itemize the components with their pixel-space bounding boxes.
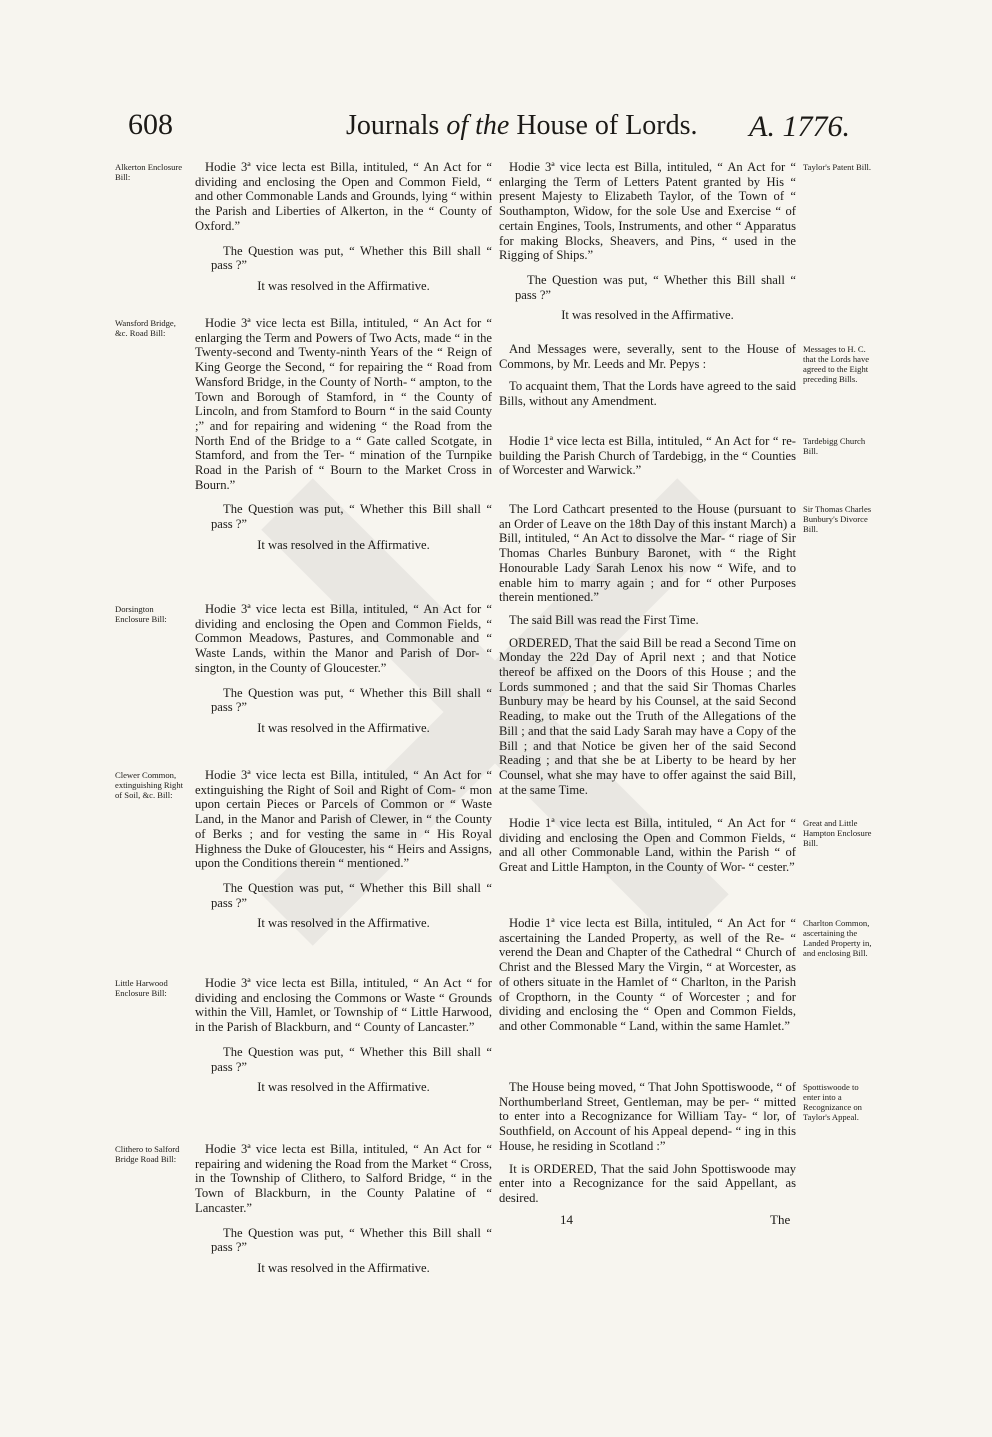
- margin-note: Spottiswoode to enter into a Recognizance on Taylor's Appeal.: [803, 1082, 862, 1122]
- margin-note: Clewer Common, extinguishing Right of Soil, &c. Bill:: [115, 770, 184, 800]
- entry-question: The Question was put, “ Whether this Bill shall “ pass ?”: [211, 243, 492, 273]
- entry-body: Hodie 3ª vice lecta est Billa, intituled, “ An Act for “ extinguishing the Right of Soil and Right of Com- “ mon upon certain Pieces or Parcels of Common or “ Waste Land, in the Manor and Parish of Clewer, in “ the County of Berks ; and for vesting the same in “ His Royal Highness the Duke of Gloucester, his “ Heirs and Assigns, upon the Conditions therein “ mentioned.”: [195, 768, 492, 871]
- title-house-of-lords: House of Lords.: [516, 110, 698, 141]
- entry-body: And Messages were, severally, sent to the House of Commons, by Mr. Leeds and Mr. Pepys :: [499, 342, 796, 371]
- entry-result: It was resolved in the Affirmative.: [257, 720, 430, 735]
- entry-result: It was resolved in the Affirmative.: [561, 308, 734, 323]
- catchword: The: [770, 1212, 791, 1227]
- left-column: [115, 160, 492, 1276]
- page-number: 608: [128, 108, 173, 141]
- entry-tardebigg: [499, 434, 866, 492]
- entry-clithero: [115, 1142, 492, 1276]
- entry-result: It was resolved in the Affirmative.: [257, 1260, 430, 1275]
- title-of-the: of the: [446, 110, 510, 141]
- entry-body: Hodie 1ª vice lecta est Billa, intituled, “ An Act for “ ascertaining the Landed Property, as well of the Re- “ verend the Dean and Chapter of the Cathedral “ Church of Christ and the Blessed Mary the Virgin, “ at Worcester, as of others situate in the Hamlet of “ Charlton, in the Parish of Cropthorn, in the County “ of Worcester ; and for dividing and enclosing the “ Open and Common Fields, and other Commonable “ Land, within the same Hamlet.”: [499, 916, 796, 1033]
- entry-little-harwood: [115, 976, 492, 1126]
- margin-note: Dorsington Enclosure Bill:: [115, 604, 167, 624]
- margin-note: Wansford Bridge, &c. Road Bill:: [115, 318, 176, 338]
- entry-body: The Lord Cathcart presented to the House (pursuant to an Order of Leave on the 18th Day of this instant March) a Bill, intituled, “ An Act to dissolve the Mar- “ riage of Sir Thomas Charles Bunbury Baronet, with “ the Right Honourable Lady Sarah Lenox his now “ Wife, and to enable him to marry again ; and for “ other Purposes therein mentioned.”: [499, 502, 796, 605]
- entry-bunbury-divorce: [499, 502, 872, 802]
- entry-dorsington: [115, 602, 492, 752]
- entry-question: The Question was put, “ Whether this Bill shall “ pass ?”: [211, 880, 492, 910]
- entry-order: ORDERED, That the said Bill be read a Second Time on Monday the 22d Day of April next ; and that Notice thereof be affixed on the Doors of this House ; and the Lords summoned ; and that the said Sir Thomas Charles Bunbury may be heard by his Counsel, at the said Second Reading, to make out the Truth of the Allegations of the Bill ; and that the said Lady Sarah may have a Copy of the Bill ; and that Notice be given her of the said Second Reading ; and that she be at Liberty to be heard by her Counsel, what she may have to offer against the said Bill, at the same Time.: [499, 635, 796, 797]
- entry-taylor-patent: [499, 160, 872, 328]
- entry-body: Hodie 3ª vice lecta est Billa, intituled, “ An Act for “ repairing and widening the Road from the Market “ Cross, in the Township of Clithero, to Salford Bridge, “ in the Town of Blackburn, in the County Palatine of “ Lancaster.”: [195, 1142, 492, 1215]
- entry-extra: To acquaint them, That the Lords have agreed to the said Bills, without any Amendment.: [499, 379, 796, 409]
- margin-note: Sir Thomas Charles Bunbury's Divorce Bill.: [803, 504, 872, 534]
- entry-question: The Question was put, “ Whether this Bill shall “ pass ?”: [211, 1044, 492, 1074]
- entry-result: It was resolved in the Affirmative.: [257, 537, 430, 552]
- margin-note: Great and Little Hampton Enclosure Bill.: [803, 818, 872, 848]
- title-journals: Journals: [346, 110, 440, 141]
- margin-note: Messages to H. C. that the Lords have agreed to the Eight preceding Bills.: [803, 344, 870, 384]
- entry-body: Hodie 3ª vice lecta est Billa, intituled, “ An Act for “ enlarging the Term and Powers of Two Acts, made “ in the Twenty-second and Twenty-ninth Years of the “ Reign of King George the Second, “ for repairing the “ Road from Wansford Bridge, in the County of North- “ ampton, to the Town and Borough of Stamford, in “ the County of Lincoln, and from Stamford to Bourn “ in the said County ;” and for repairing and widening “ the Road from the North End of the Bridge to a “ Gate called Scotgate, in Stamford, and from the Ter- “ mination of the Turnpike Road in the Parish of “ Bourn to the Market Cross in Bourn.”: [195, 316, 492, 492]
- year: A. 1776.: [749, 110, 850, 143]
- entry-result: It was resolved in the Affirmative.: [257, 278, 430, 293]
- entry-body: The House being moved, “ That John Spottiswoode, “ of Northumberland Street, Gentleman, may be per- “ mitted to enter into a Recognizance for William Tay- “ lor, of Southfield, on Account of his Appeal depend- “ ing in this House, he residing in Scotland :”: [499, 1080, 796, 1153]
- entry-charlton: [499, 916, 872, 1066]
- entry-question: The Question was put, “ Whether this Bill shall “ pass ?”: [211, 1225, 492, 1255]
- entry-clewer: [115, 768, 492, 960]
- entry-body: Hodie 3ª vice lecta est Billa, intituled, “ An Act for “ dividing and enclosing the Open and Common Fields, “ Common Meadows, Pastures, and Commonable and “ Waste Lands, within the Manor and Parish of Dor- “ sington, in the County of Gloucester.”: [195, 602, 492, 675]
- right-column: [499, 160, 872, 1206]
- entry-question: The Question was put, “ Whether this Bill shall “ pass ?”: [515, 272, 796, 302]
- entry-body: Hodie 1ª vice lecta est Billa, intituled, “ An Act for “ re-building the Parish Church of Tardebigg, in the “ Counties of Worcester and Warwick.”: [499, 434, 796, 478]
- signature-mark: 14: [560, 1212, 573, 1227]
- entry-body: Hodie 3ª vice lecta est Billa, intituled, “ An Act for “ dividing and enclosing the Open and Common Field, “ and other Commonable Lands and Grounds, lying “ within the Parish and Liberties of Alkerton, in the “ County of Oxford.”: [195, 160, 492, 233]
- entry-question: The Question was put, “ Whether this Bill shall “ pass ?”: [211, 685, 492, 715]
- entry-hampton: [499, 816, 872, 900]
- entry-body: Hodie 3ª vice lecta est Billa, intituled, “ An Act “ for dividing and enclosing the Commons or Waste “ Grounds within the Vill, Hamlet, or Township of “ Little Harwood, in the Parish of Blackburn, and “ County of Lancaster.”: [195, 976, 492, 1035]
- margin-note: Charlton Common, ascertaining the Landed Property in, and enclosing Bill.: [803, 918, 872, 958]
- entry-spottiswoode: [499, 1080, 862, 1206]
- running-title: [346, 110, 698, 142]
- entry-order: It is ORDERED, That the said John Spottiswoode may enter into a Recognizance for the said Appellant, as desired.: [499, 1161, 796, 1205]
- margin-note: Clithero to Salford Bridge Road Bill:: [115, 1144, 180, 1164]
- entry-extra: The said Bill was read the First Time.: [509, 612, 699, 627]
- entry-messages: [499, 342, 870, 424]
- entry-result: It was resolved in the Affirmative.: [257, 916, 430, 931]
- entry-question: The Question was put, “ Whether this Bill shall “ pass ?”: [211, 502, 492, 532]
- margin-note: Little Harwood Enclosure Bill:: [115, 978, 168, 998]
- margin-note: Tardebigg Church Bill.: [803, 436, 866, 456]
- entry-alkerton: [115, 160, 492, 300]
- entry-wansford: [115, 316, 492, 586]
- entry-result: It was resolved in the Affirmative.: [257, 1080, 430, 1095]
- margin-note: Alkerton Enclosure Bill:: [115, 162, 183, 182]
- entry-body: Hodie 3ª vice lecta est Billa, intituled, “ An Act for “ enlarging the Term of Letters Patent granted by His “ present Majesty to Elizabeth Taylor, of the Town of “ Southampton, Widow, for the sole Use and Exercise “ of certain Engines, Tools, Instruments, and other “ Apparatus for making Blocks, Sheavers, and Pins, “ used in the Rigging of Ships.”: [499, 160, 796, 263]
- page-header: [128, 108, 848, 152]
- entry-body: Hodie 1ª vice lecta est Billa, intituled, “ An Act for “ dividing and enclosing the Open and Common Fields, “ and all other Commonable Land, within the Parish “ of Great and Little Hampton, in the County of Wor- “ cester.”: [499, 816, 796, 875]
- margin-note: Taylor's Patent Bill.: [803, 162, 872, 172]
